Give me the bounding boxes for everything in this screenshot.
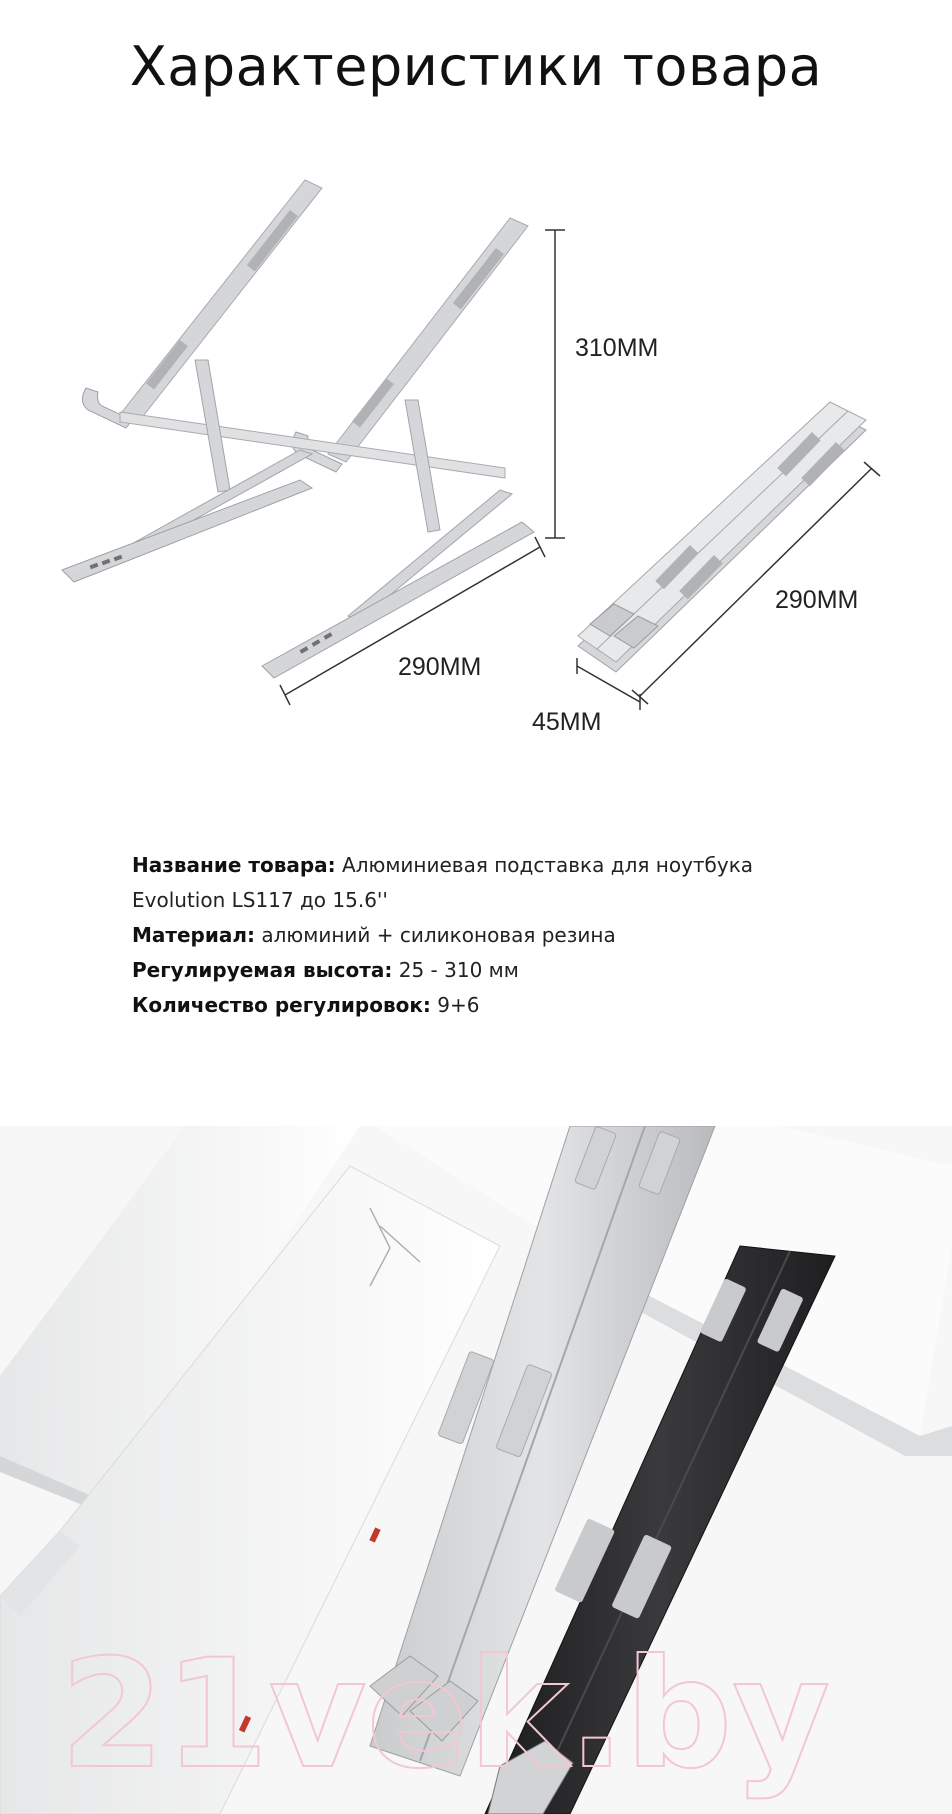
spec-value: 25 - 310 мм: [398, 958, 519, 982]
spec-row-material: [132, 918, 753, 953]
spec-row-name: [132, 848, 753, 883]
spec-label: Количество регулировок:: [132, 993, 431, 1017]
length-label: 290MM: [398, 653, 482, 681]
thickness-label: 45MM: [532, 708, 602, 736]
left-base: [62, 480, 312, 582]
spec-value: Evolution LS117 до 15.6'': [132, 888, 388, 912]
open-stand: [62, 180, 534, 678]
height-dimension: [545, 230, 565, 538]
spec-value: алюминий + силиконовая резина: [261, 923, 616, 947]
product-photo: [0, 1126, 952, 1814]
crossbar: [120, 412, 505, 478]
spec-value: 9+6: [437, 993, 480, 1017]
spec-value: Алюминиевая подставка для ноутбука: [342, 853, 754, 877]
height-label: 310MM: [575, 334, 659, 362]
spec-label: Материал:: [132, 923, 256, 947]
folded-stand: [578, 402, 866, 672]
right-arm-pad: [453, 248, 504, 309]
spec-row-adjustments: [132, 988, 753, 1023]
spec-label: Название товара:: [132, 853, 336, 877]
stand-dimension-drawing: [0, 150, 952, 750]
page-title: Характеристики товара: [129, 35, 823, 99]
watermark-text: 21vek.by: [60, 1628, 831, 1802]
folded-length-label: 290MM: [775, 586, 859, 614]
spec-list: [132, 848, 753, 1023]
left-arm-pad: [247, 210, 298, 271]
spec-label: Регулируемая высота:: [132, 958, 393, 982]
spec-row-name-cont: [132, 883, 753, 918]
spec-row-height: [132, 953, 753, 988]
